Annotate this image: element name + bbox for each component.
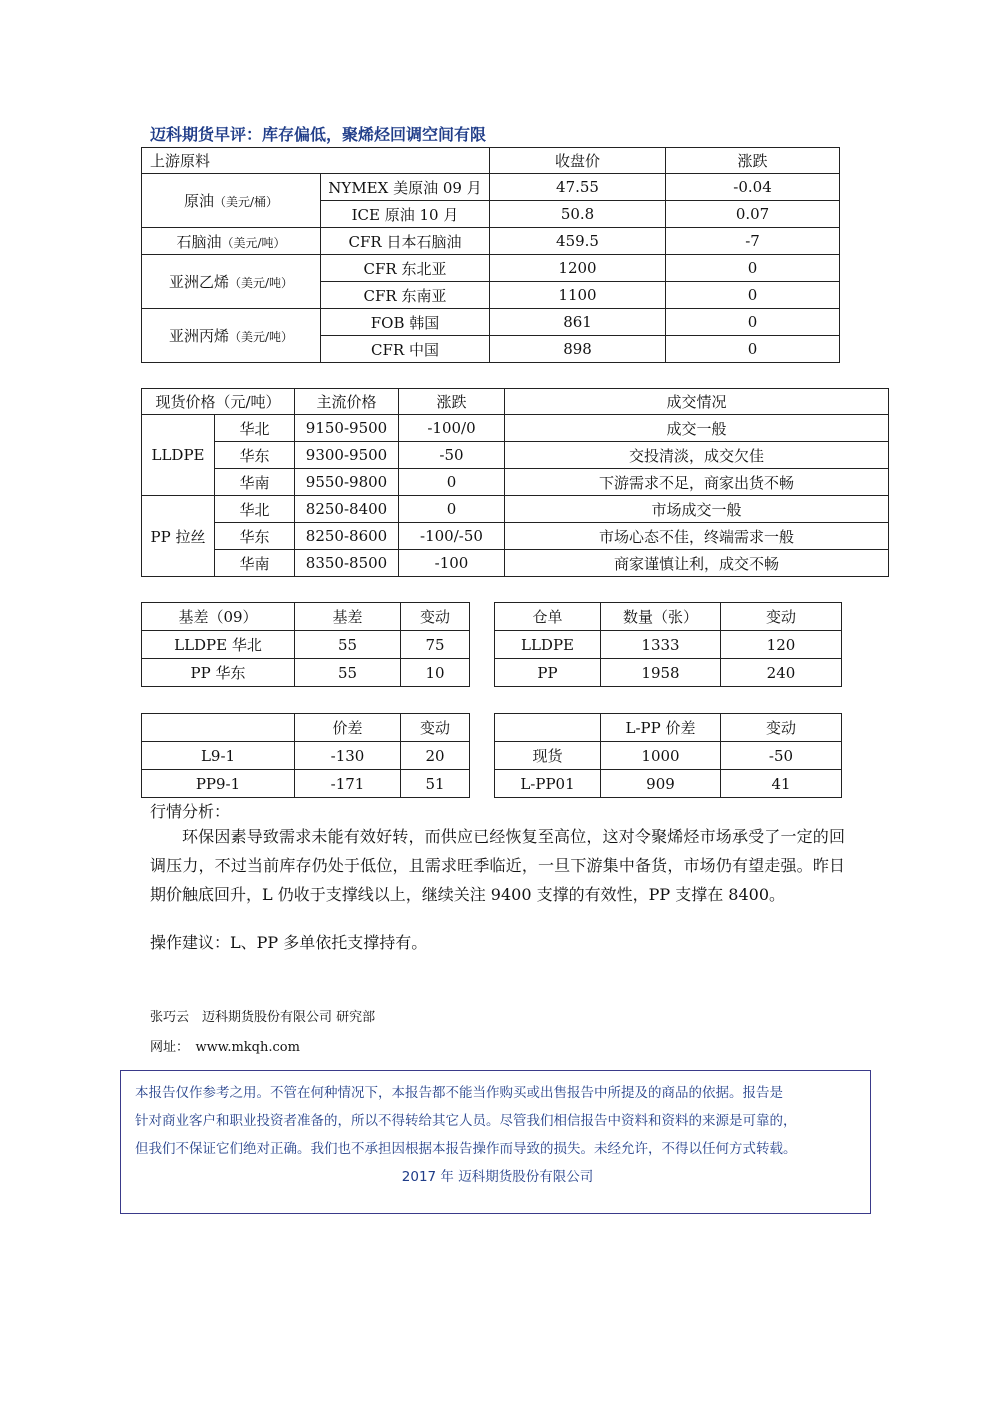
spot-change: 0 <box>399 496 505 523</box>
spot-price: 9550-9800 <box>295 469 399 496</box>
spot-price: 8250-8600 <box>295 523 399 550</box>
warehouse-cell: LLDPE <box>495 631 601 659</box>
upstream-price: 1100 <box>490 282 666 309</box>
spot-region: 华南 <box>215 550 295 577</box>
lpp-cell: 1000 <box>601 742 721 770</box>
spot-header-item: 现货价格（元/吨） <box>142 389 295 415</box>
spread-header: 价差 <box>295 714 401 742</box>
spread-cell: PP9-1 <box>142 770 295 798</box>
spot-region: 华东 <box>215 442 295 469</box>
upstream-change: 0 <box>666 309 840 336</box>
upstream-header-item: 上游原料 <box>142 148 490 174</box>
spread-header <box>142 714 295 742</box>
spot-change: -100/-50 <box>399 523 505 550</box>
lpp-cell: -50 <box>721 742 842 770</box>
report-title: 迈科期货早评：库存偏低，聚烯烃回调空间有限 <box>150 125 487 144</box>
author-line: 张巧云 迈科期货股份有限公司 研究部 <box>150 1010 376 1025</box>
spread-cell: 20 <box>401 742 470 770</box>
upstream-change: 0 <box>666 282 840 309</box>
lpp-cell: 现货 <box>495 742 601 770</box>
spread-cell: -171 <box>295 770 401 798</box>
upstream-header-price: 收盘价 <box>490 148 666 174</box>
warehouse-cell: 1958 <box>601 659 721 687</box>
upstream-group-ethylene: 亚洲乙烯（美元/吨） <box>142 255 321 309</box>
spot-deal: 市场心态不佳，终端需求一般 <box>505 523 889 550</box>
spot-header-change: 涨跌 <box>399 389 505 415</box>
basis-header: 基差 <box>295 603 401 631</box>
basis-cell: 55 <box>295 659 401 687</box>
upstream-item: ICE 原油 10 月 <box>321 201 490 228</box>
warehouse-cell: 1333 <box>601 631 721 659</box>
warehouse-cell: PP <box>495 659 601 687</box>
upstream-price: 861 <box>490 309 666 336</box>
lpp-cell: 909 <box>601 770 721 798</box>
basis-cell: 10 <box>401 659 470 687</box>
basis-table <box>141 602 470 687</box>
spread-cell: -130 <box>295 742 401 770</box>
spot-change: 0 <box>399 469 505 496</box>
upstream-item: NYMEX 美原油 09 月 <box>321 174 490 201</box>
spot-price: 8250-8400 <box>295 496 399 523</box>
warehouse-header: 数量（张） <box>601 603 721 631</box>
upstream-group-crude: 原油（美元/桶） <box>142 174 321 228</box>
analysis-heading: 行情分析： <box>150 802 231 821</box>
spot-group-lldpe: LLDPE <box>142 415 215 496</box>
spot-header-price: 主流价格 <box>295 389 399 415</box>
spot-deal: 市场成交一般 <box>505 496 889 523</box>
upstream-group-propylene: 亚洲丙烯（美元/吨） <box>142 309 321 363</box>
spread-header: 变动 <box>401 714 470 742</box>
upstream-price: 459.5 <box>490 228 666 255</box>
upstream-item: FOB 韩国 <box>321 309 490 336</box>
spot-change: -50 <box>399 442 505 469</box>
lpp-header: 变动 <box>721 714 842 742</box>
lpp-cell: 41 <box>721 770 842 798</box>
disclaimer-line: 但我们不保证它们绝对正确。我们也不承担因根据本报告操作而导致的损失。未经允许，不得以任何方式转载。 <box>135 1141 797 1157</box>
lpp-header: L-PP 价差 <box>601 714 721 742</box>
upstream-item: CFR 日本石脑油 <box>321 228 490 255</box>
spot-header-deal: 成交情况 <box>505 389 889 415</box>
spot-deal: 交投清淡，成交欠佳 <box>505 442 889 469</box>
lpp-header <box>495 714 601 742</box>
spot-change: -100/0 <box>399 415 505 442</box>
upstream-table <box>141 147 840 363</box>
spot-table <box>141 388 889 577</box>
warehouse-cell: 120 <box>721 631 842 659</box>
spot-change: -100 <box>399 550 505 577</box>
upstream-item: CFR 中国 <box>321 336 490 363</box>
upstream-group-naphtha: 石脑油（美元/吨） <box>142 228 321 255</box>
lpp-cell: L-PP01 <box>495 770 601 798</box>
copyright-line: 2017 年 迈科期货股份有限公司 <box>401 1169 594 1185</box>
upstream-change: 0 <box>666 255 840 282</box>
warehouse-cell: 240 <box>721 659 842 687</box>
operation-suggestion: 操作建议：L、PP 多单依托支撑持有。 <box>150 933 428 952</box>
basis-cell: PP 华东 <box>142 659 295 687</box>
spot-deal: 成交一般 <box>505 415 889 442</box>
spread-table <box>141 713 470 798</box>
lpp-table <box>494 713 842 798</box>
upstream-change: 0 <box>666 336 840 363</box>
basis-header: 基差（09） <box>142 603 295 631</box>
upstream-change: -0.04 <box>666 174 840 201</box>
upstream-change: -7 <box>666 228 840 255</box>
spot-price: 9300-9500 <box>295 442 399 469</box>
upstream-price: 50.8 <box>490 201 666 228</box>
disclaimer-line: 针对商业客户和职业投资者准备的，所以不得转给其它人员。尽管我们相信报告中资料和资料的来源是可靠的， <box>135 1113 797 1129</box>
upstream-price: 47.55 <box>490 174 666 201</box>
spot-region: 华东 <box>215 523 295 550</box>
spot-deal: 下游需求不足，商家出货不畅 <box>505 469 889 496</box>
spot-deal: 商家谨慎让利，成交不畅 <box>505 550 889 577</box>
basis-cell: 55 <box>295 631 401 659</box>
disclaimer-line: 本报告仅作参考之用。不管在何种情况下，本报告都不能当作购买或出售报告中所提及的商品的依据。报告是 <box>135 1085 783 1101</box>
spot-region: 华北 <box>215 415 295 442</box>
upstream-item: CFR 东南亚 <box>321 282 490 309</box>
basis-header: 变动 <box>401 603 470 631</box>
upstream-price: 1200 <box>490 255 666 282</box>
spread-cell: 51 <box>401 770 470 798</box>
warehouse-table <box>494 602 842 687</box>
website-line: 网址： www.mkqh.com <box>150 1040 300 1055</box>
basis-cell: 75 <box>401 631 470 659</box>
upstream-change: 0.07 <box>666 201 840 228</box>
spot-group-pp: PP 拉丝 <box>142 496 215 577</box>
upstream-item: CFR 东北亚 <box>321 255 490 282</box>
warehouse-header: 变动 <box>721 603 842 631</box>
spot-region: 华南 <box>215 469 295 496</box>
disclaimer-box <box>120 1070 871 1214</box>
upstream-header-change: 涨跌 <box>666 148 840 174</box>
spread-cell: L9-1 <box>142 742 295 770</box>
warehouse-header: 仓单 <box>495 603 601 631</box>
spot-price: 9150-9500 <box>295 415 399 442</box>
basis-cell: LLDPE 华北 <box>142 631 295 659</box>
upstream-price: 898 <box>490 336 666 363</box>
spot-price: 8350-8500 <box>295 550 399 577</box>
analysis-paragraph: 环保因素导致需求未能有效好转，而供应已经恢复至高位，这对令聚烯烃市场承受了一定的回调压力，不过当前库存仍处于低位，且需求旺季临近，一旦下游集中备货，市场仍有望走强。昨日期价触底回升，L 仍收于支撑线以上，继续关注 9400 支撑的有效性，PP 支撑在 8400。 <box>150 827 845 904</box>
spot-region: 华北 <box>215 496 295 523</box>
